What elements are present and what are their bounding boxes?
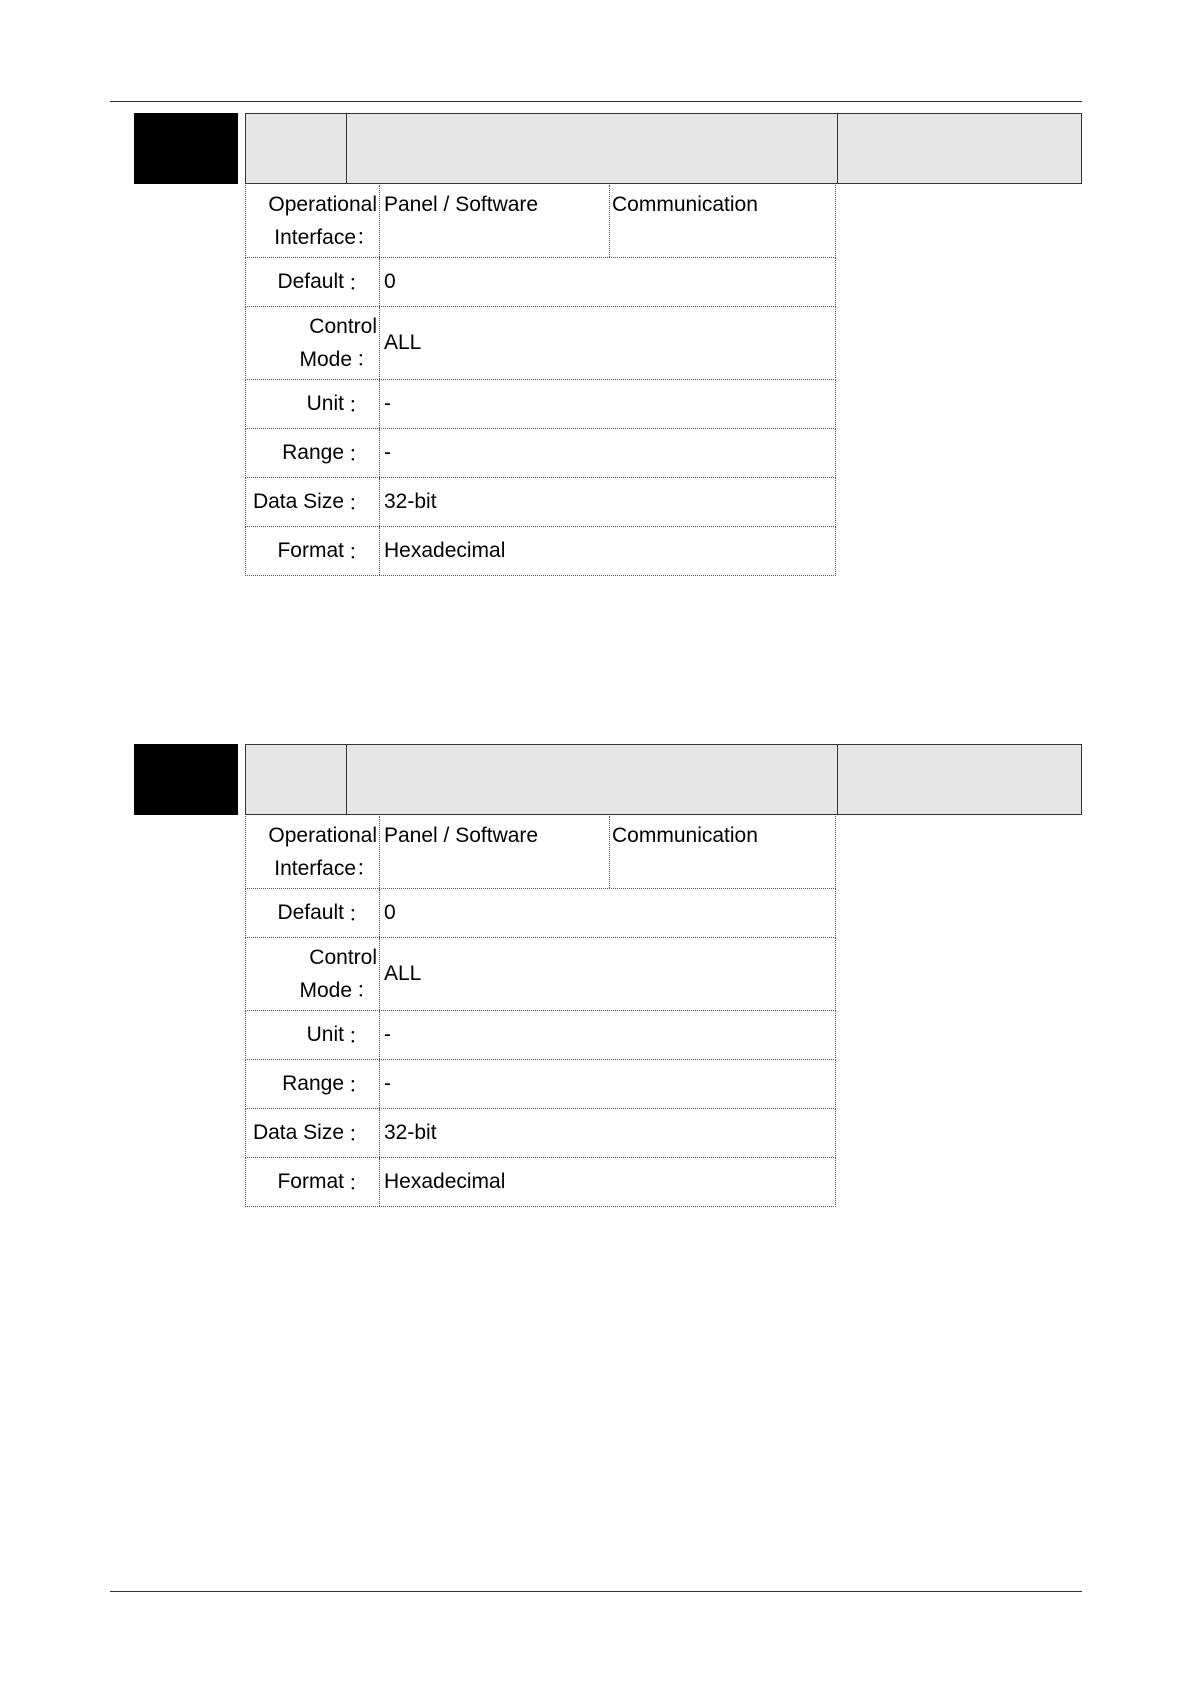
control-mode-row (245, 307, 836, 380)
panel-software-value: Panel / Software (384, 193, 539, 216)
header-divider (837, 745, 838, 814)
unit-value: - (384, 392, 391, 415)
data-size-row (245, 1109, 836, 1158)
default-label: Default ： (246, 889, 380, 937)
data-size-label: Data Size ： (246, 478, 380, 526)
label-line: Interface： (274, 226, 377, 249)
communication-value: Communication (612, 824, 758, 847)
parameter-block-2 (0, 744, 1190, 1214)
operational-interface-label (246, 816, 380, 888)
operational-interface-row (245, 185, 836, 258)
operational-interface-label (246, 185, 380, 257)
parameter-header (245, 744, 1082, 815)
data-size-row (245, 478, 836, 527)
default-row (245, 889, 836, 938)
parameter-code-tag (134, 744, 238, 815)
range-value: - (384, 441, 391, 464)
default-value: 0 (384, 901, 396, 924)
range-row (245, 1060, 836, 1109)
label-line: Operational (268, 824, 377, 847)
control-mode-value: ALL (384, 962, 422, 985)
format-value: Hexadecimal (384, 539, 506, 562)
unit-row (245, 1011, 836, 1060)
default-value: 0 (384, 270, 396, 293)
format-value: Hexadecimal (384, 1170, 506, 1193)
header-divider (346, 114, 347, 183)
data-size-value: 32-bit (384, 1121, 437, 1144)
operational-interface-row (245, 816, 836, 889)
range-row (245, 429, 836, 478)
cell-divider (609, 816, 610, 888)
footer-rule (110, 1591, 1082, 1592)
control-mode-row (245, 938, 836, 1011)
unit-row (245, 380, 836, 429)
range-value: - (384, 1072, 391, 1095)
control-mode-value: ALL (384, 331, 422, 354)
data-size-label: Data Size ： (246, 1109, 380, 1157)
label-line: Operational (268, 193, 377, 216)
control-mode-label: Control Mode ： (246, 938, 380, 1010)
header-divider (837, 114, 838, 183)
format-row (245, 1158, 836, 1207)
format-label: Format ： (246, 527, 380, 575)
panel-software-value: Panel / Software (384, 824, 539, 847)
header-rule (110, 101, 1082, 102)
header-divider (346, 745, 347, 814)
range-label: Range ： (246, 429, 380, 477)
unit-label: Unit ： (246, 380, 380, 428)
parameter-field-table (245, 816, 836, 1207)
parameter-header (245, 113, 1082, 184)
unit-label: Unit ： (246, 1011, 380, 1059)
parameter-code-tag (134, 113, 238, 184)
control-mode-label: Control Mode ： (246, 307, 380, 379)
format-row (245, 527, 836, 576)
default-row (245, 258, 836, 307)
unit-value: - (384, 1023, 391, 1046)
communication-value: Communication (612, 193, 758, 216)
format-label: Format ： (246, 1158, 380, 1206)
parameter-field-table (245, 185, 836, 576)
data-size-value: 32-bit (384, 490, 437, 513)
default-label: Default ： (246, 258, 380, 306)
parameter-block-1 (0, 113, 1190, 583)
label-line: Interface： (274, 857, 377, 880)
range-label: Range ： (246, 1060, 380, 1108)
cell-divider (609, 185, 610, 257)
